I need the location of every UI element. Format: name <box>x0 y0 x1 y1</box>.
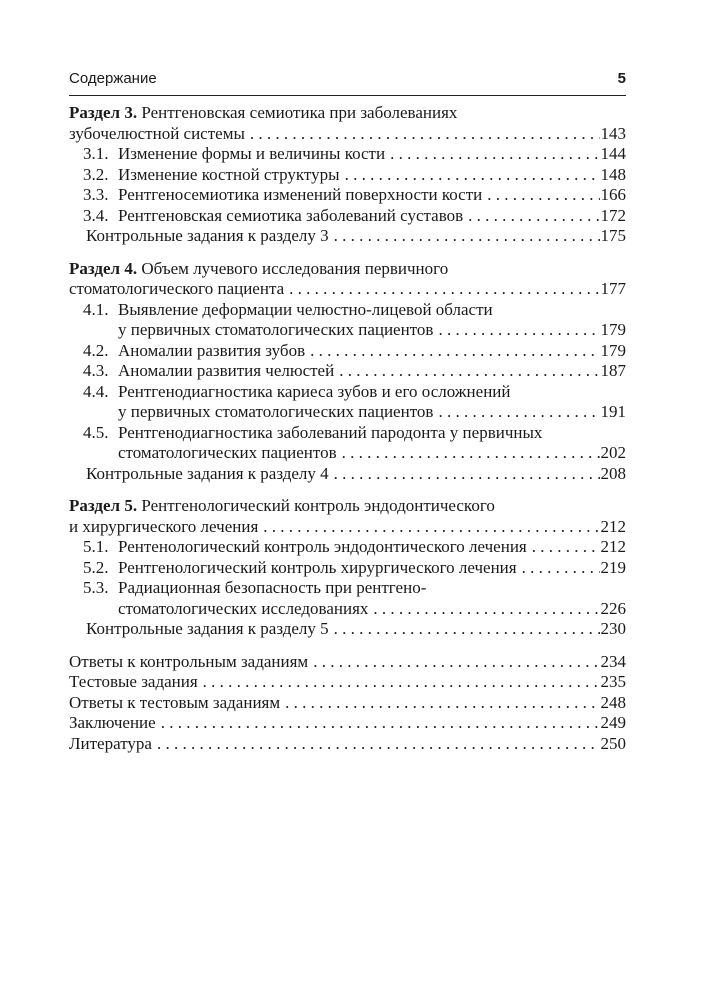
subsection-body <box>118 341 626 362</box>
entry-text <box>69 124 245 145</box>
toc-subsection <box>69 443 626 464</box>
subsection-number: 3.3. <box>83 185 109 204</box>
subsection-page: 212 <box>600 537 626 556</box>
toc-subsection <box>69 300 626 321</box>
entry-text <box>86 226 329 247</box>
subsection-body <box>118 402 626 423</box>
subsection-page: 179 <box>600 320 626 339</box>
section-heading-cont <box>69 279 626 300</box>
toc-subsection <box>69 185 626 206</box>
section-heading <box>69 259 626 280</box>
subsection-page: 202 <box>600 443 626 462</box>
entry-page: 230 <box>600 619 626 638</box>
entry-page: 249 <box>600 713 626 732</box>
toc-subsection <box>69 599 626 620</box>
subsection-body <box>118 361 626 382</box>
subsection-number: 4.2. <box>83 340 109 360</box>
dot-leader <box>334 619 600 640</box>
entry-text <box>69 672 198 693</box>
subsection-body <box>118 144 626 165</box>
toc-section <box>69 259 626 485</box>
subsection-title: Рентенологический контроль эндодонтического лечения <box>118 537 527 556</box>
entry-page: 212 <box>600 516 626 536</box>
dot-leader <box>522 558 600 579</box>
subsection-number: 4.3. <box>83 361 109 380</box>
entry-page: 175 <box>600 226 626 245</box>
toc-section <box>69 103 626 247</box>
entry-label: Ответы к контрольным заданиям <box>69 651 309 671</box>
subsection-title: Рентгеносемиотика изменений поверхности кости <box>118 185 483 204</box>
subsection-body <box>118 558 626 579</box>
dot-leader <box>289 279 599 300</box>
dot-leader <box>285 693 599 714</box>
entry-page: 208 <box>600 463 626 483</box>
subsection-title: у первичных стоматологических пациентов <box>118 402 434 421</box>
dot-leader <box>487 185 599 206</box>
dot-leader <box>438 320 599 341</box>
subsection-page: 219 <box>600 557 626 577</box>
subsection-page: 226 <box>600 598 626 618</box>
subsection-number: 4.5. <box>83 422 109 442</box>
table-of-contents <box>69 103 626 754</box>
entry-label: Контрольные задания к разделу 3 <box>86 226 329 245</box>
dot-leader <box>390 144 599 165</box>
control-tasks-entry <box>69 226 626 247</box>
toc-section <box>69 496 626 640</box>
entry-label: и хирургического лечения <box>69 516 259 536</box>
section-label: Раздел 3. <box>69 103 138 122</box>
subsection-number: 3.2. <box>83 164 109 184</box>
section-title: Объем лучевого исследования первичного <box>137 258 449 278</box>
entry-text <box>69 652 308 673</box>
toc-subsection <box>69 423 626 444</box>
subsection-number: 3.4. <box>83 205 109 225</box>
entry-label: Контрольные задания к разделу 5 <box>86 619 329 638</box>
subsection-body <box>118 206 626 227</box>
header-rule <box>69 95 626 96</box>
subsection-body <box>118 300 626 321</box>
subsection-body <box>118 578 626 599</box>
section-title: Рентгеновская семиотика при заболеваниях <box>137 103 458 122</box>
subsection-title: у первичных стоматологических пациентов <box>118 320 434 339</box>
backmatter-entry <box>69 672 626 693</box>
toc-subsection <box>69 537 626 558</box>
toc-subsection <box>69 206 626 227</box>
dot-leader <box>310 341 599 362</box>
subsection-number: 3.1. <box>83 144 109 163</box>
subsection-number: 5.3. <box>83 578 109 597</box>
dot-leader <box>313 652 599 673</box>
section-heading-cont <box>69 517 626 538</box>
entry-text <box>69 693 280 714</box>
entry-text <box>69 517 258 538</box>
subsection-number: 4.1. <box>83 299 109 319</box>
subsection-title: Рентгенодиагностика кариеса зубов и его осложнений <box>118 381 511 401</box>
entry-label: Тестовые задания <box>69 672 198 691</box>
subsection-title: Рентгенологический контроль хирургического лечения <box>118 557 517 577</box>
running-head <box>69 70 626 92</box>
dot-leader <box>203 672 600 693</box>
dot-leader <box>334 464 600 485</box>
entry-label: Литература <box>69 733 152 753</box>
backmatter <box>69 652 626 755</box>
dot-leader <box>334 226 600 247</box>
subsection-title: стоматологических исследованиях <box>118 598 369 618</box>
subsection-title: Выявление деформации челюстно-лицевой области <box>118 299 493 319</box>
dot-leader <box>339 361 599 382</box>
entry-text <box>86 619 329 640</box>
subsection-title: стоматологических пациентов <box>118 443 337 462</box>
toc-subsection <box>69 578 626 599</box>
entry-label: Ответы к тестовым заданиям <box>69 692 281 712</box>
section-heading-cont <box>69 124 626 145</box>
subsection-number: 4.4. <box>83 381 109 401</box>
entry-page: 177 <box>600 279 626 298</box>
dot-leader <box>345 165 600 186</box>
subsection-body <box>118 599 626 620</box>
subsection-page: 191 <box>600 402 626 421</box>
subsection-page: 179 <box>600 340 626 360</box>
dot-leader <box>157 734 600 755</box>
backmatter-entry <box>69 713 626 734</box>
dot-leader <box>438 402 599 423</box>
entry-label: Контрольные задания к разделу 4 <box>86 463 329 483</box>
entry-label: Заключение <box>69 713 156 732</box>
subsection-title: Рентгеновская семиотика заболеваний суставов <box>118 205 464 225</box>
section-heading <box>69 496 626 517</box>
section-label: Раздел 5. <box>69 496 138 515</box>
control-tasks-entry <box>69 464 626 485</box>
subsection-title: Изменение костной структуры <box>118 164 340 184</box>
subsection-page: 187 <box>600 361 626 380</box>
entry-page: 234 <box>600 651 626 671</box>
control-tasks-entry <box>69 619 626 640</box>
subsection-page: 144 <box>600 144 626 163</box>
toc-subsection <box>69 382 626 403</box>
entry-page: 248 <box>600 692 626 712</box>
toc-subsection <box>69 320 626 341</box>
page-number: 5 <box>617 70 626 87</box>
entry-text <box>69 279 284 300</box>
running-head-title: Содержание <box>69 70 157 87</box>
entry-label: зубочелюстной системы <box>69 123 245 143</box>
entry-page: 250 <box>600 733 626 753</box>
entry-text <box>69 713 156 734</box>
subsection-number: 5.2. <box>83 557 109 577</box>
toc-subsection <box>69 361 626 382</box>
subsection-page: 166 <box>600 185 626 204</box>
toc-subsection <box>69 144 626 165</box>
subsection-title: Радиационная безопасность при рентгено- <box>118 578 427 597</box>
backmatter-entry <box>69 652 626 673</box>
subsection-page: 172 <box>600 205 626 225</box>
section-title: Рентгенологический контроль эндодонтического <box>137 496 495 515</box>
section-heading <box>69 103 626 124</box>
entry-page: 143 <box>600 123 626 143</box>
dot-leader <box>161 713 600 734</box>
toc-subsection <box>69 341 626 362</box>
subsection-body <box>118 320 626 341</box>
dot-leader <box>532 537 600 558</box>
entry-text <box>69 734 152 755</box>
dot-leader <box>468 206 599 227</box>
dot-leader <box>342 443 600 464</box>
subsection-page: 148 <box>600 164 626 184</box>
section-label: Раздел 4. <box>69 258 138 278</box>
subsection-body <box>118 423 626 444</box>
dot-leader <box>373 599 599 620</box>
entry-page: 235 <box>600 672 626 691</box>
dot-leader <box>263 517 599 538</box>
subsection-body <box>118 185 626 206</box>
toc-subsection <box>69 165 626 186</box>
backmatter-entry <box>69 734 626 755</box>
entry-label: стоматологического пациента <box>69 279 285 298</box>
toc-subsection <box>69 402 626 423</box>
subsection-number: 5.1. <box>83 537 109 556</box>
subsection-body <box>118 443 626 464</box>
dot-leader <box>250 124 600 145</box>
subsection-title: Рентгенодиагностика заболеваний пародонта у первичных <box>118 422 543 442</box>
subsection-title: Аномалии развития зубов <box>118 340 306 360</box>
subsection-title: Изменение формы и величины кости <box>118 144 386 163</box>
subsection-body <box>118 165 626 186</box>
subsection-body <box>118 537 626 558</box>
toc-subsection <box>69 558 626 579</box>
backmatter-entry <box>69 693 626 714</box>
subsection-body <box>118 382 626 403</box>
entry-text <box>86 464 329 485</box>
subsection-title: Аномалии развития челюстей <box>118 361 335 380</box>
